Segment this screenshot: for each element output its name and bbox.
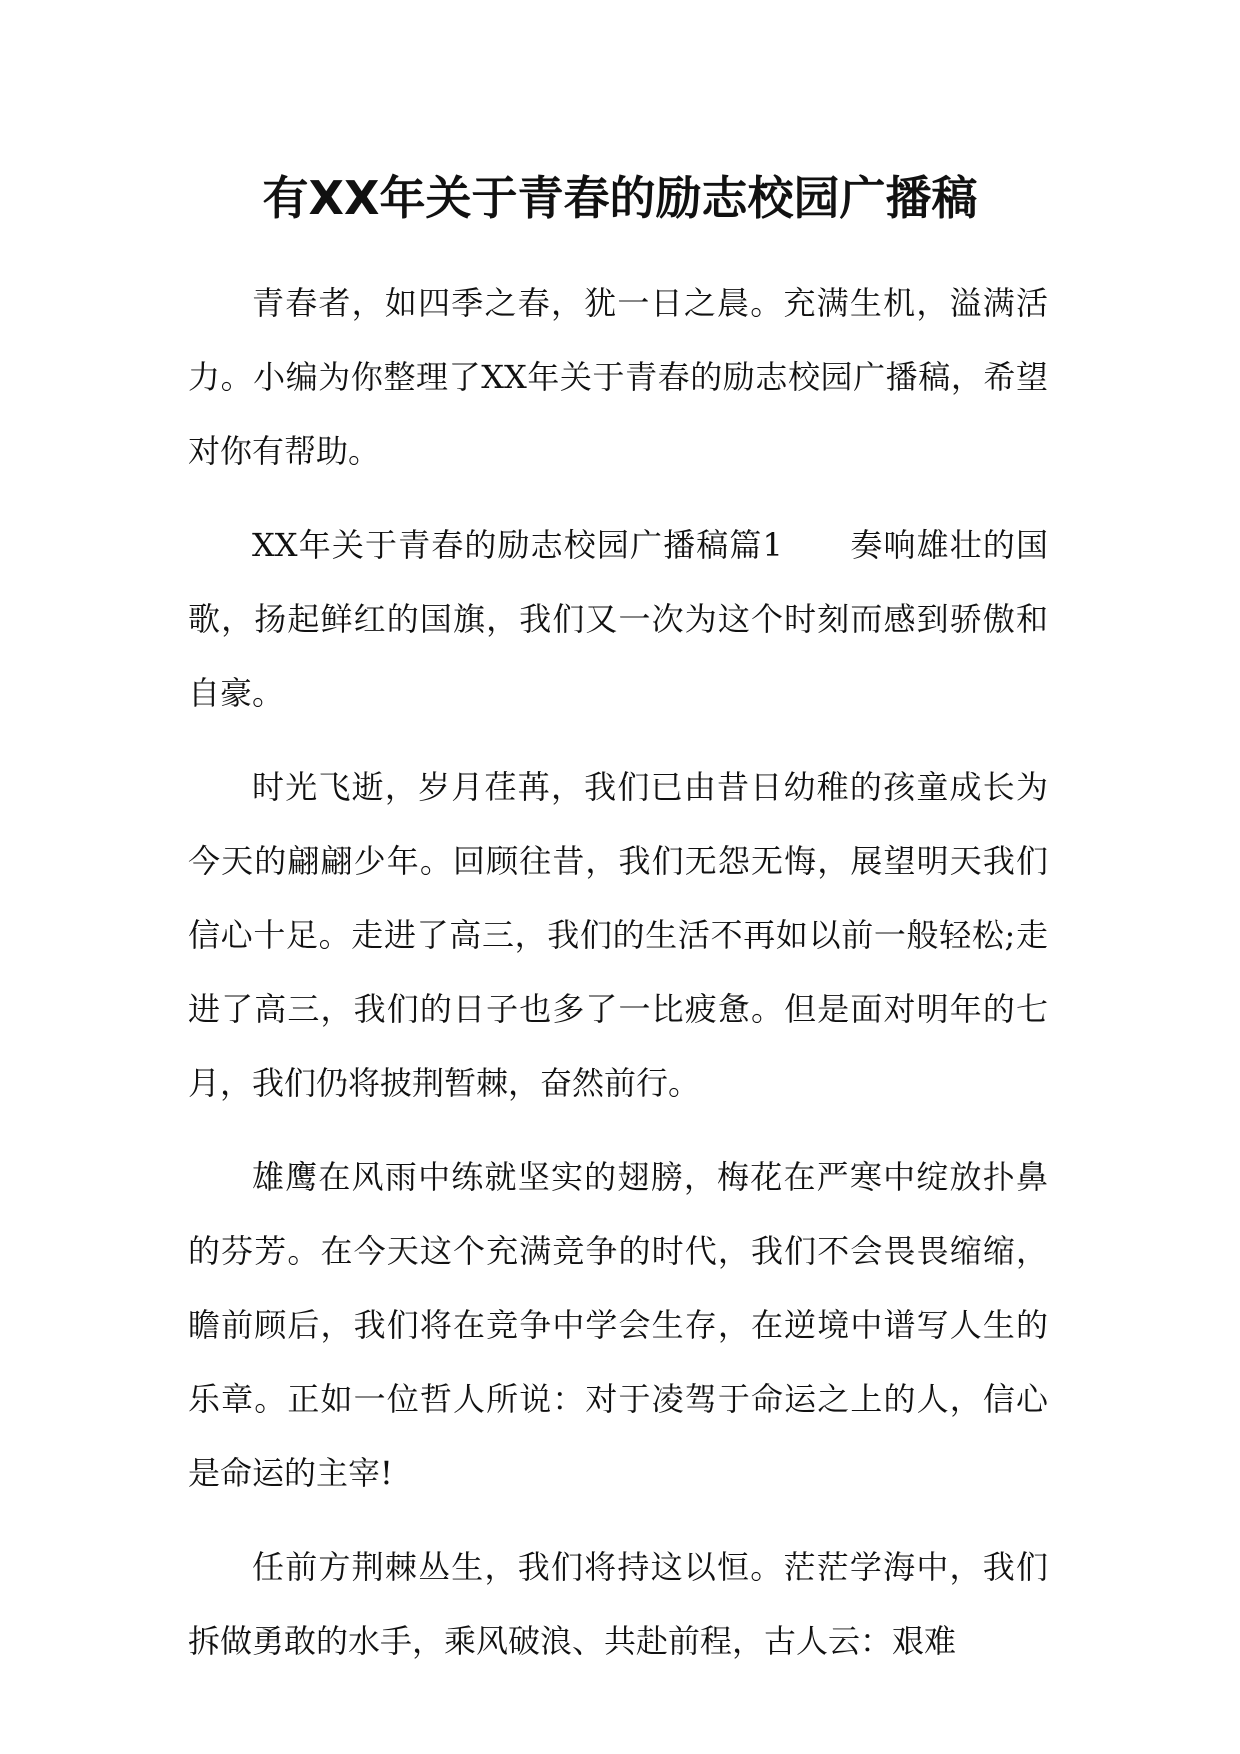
paragraph: 雄鹰在风雨中练就坚实的翅膀，梅花在严寒中绽放扑鼻的芬芳。在今天这个充满竞争的时代，我们不会畏畏缩缩，瞻前顾后，我们将在竞争中学会生存，在逆境中谱写人生的乐章。正如一位哲人所说：对于凌驾于命运之上的人，信心是命运的主宰! [188, 1158, 1048, 1492]
document-title: 有XX年关于青春的励志校园广播稿 [262, 171, 978, 225]
document-body [188, 266, 1048, 1698]
paragraph: 任前方荆棘丛生，我们将持这以恒。茫茫学海中，我们拆做勇敢的水手，乘风破浪、共赴前程，古人云：艰难 [188, 1548, 1048, 1660]
paragraph: 青春者，如四季之春，犹一日之晨。充满生机，溢满活力。小编为你整理了XX年关于青春的励志校园广播稿，希望对你有帮助。 [188, 284, 1048, 470]
paragraph: 时光飞逝，岁月荏苒，我们已由昔日幼稚的孩童成长为今天的翩翩少年。回顾往昔，我们无怨无悔，展望明天我们信心十足。走进了高三，我们的生活不再如以前一般轻松;走进了高三，我们的日子也多了一比疲惫。但是面对明年的七月，我们仍将披荆暂棘，奋然前行。 [188, 768, 1048, 1102]
paragraph: XX年关于青春的励志校园广播稿篇1 奏响雄壮的国歌，扬起鲜红的国旗，我们又一次为这个时刻而感到骄傲和自豪。 [188, 526, 1048, 712]
